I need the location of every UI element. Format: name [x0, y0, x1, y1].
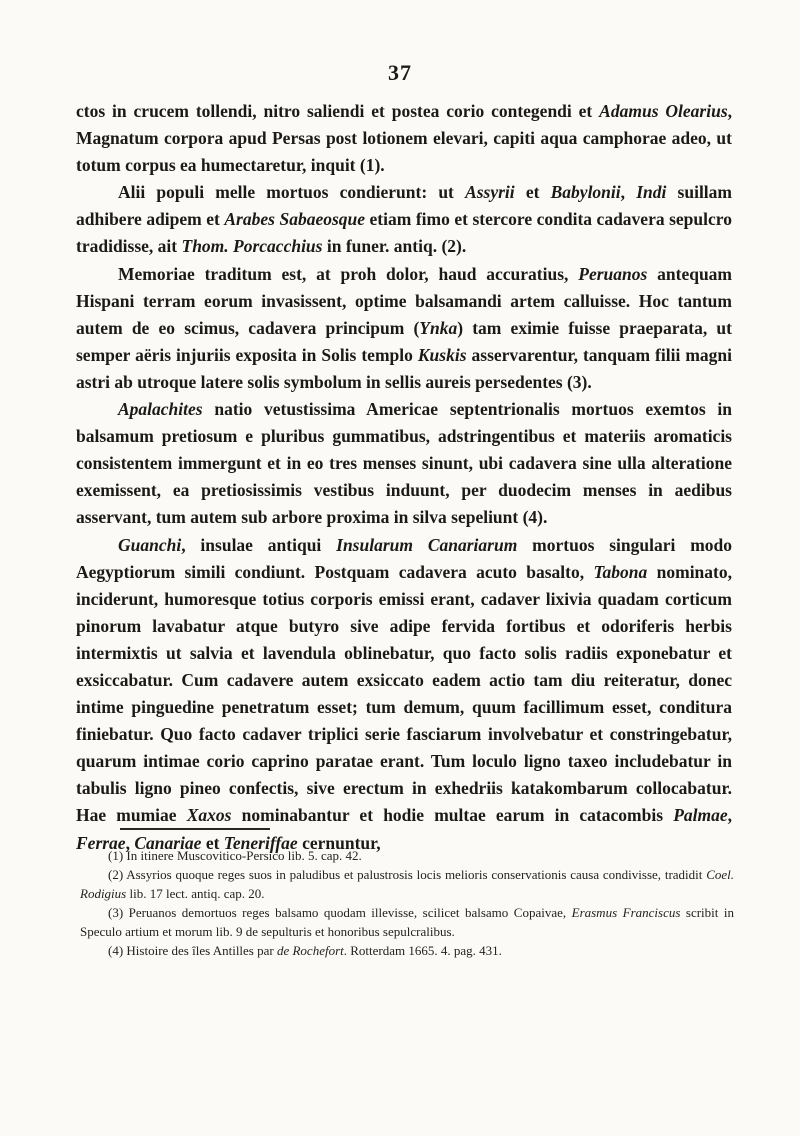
text-run: (4) Histoire des îles Antilles par — [108, 943, 277, 958]
text-run: Memoriae traditum est, at proh dolor, haud accuratius, — [118, 263, 579, 284]
text-run: natio vetustissima Americae septentrionalis mortuos exemtos in balsamum pretiosum e pluribus gummatibus, adstringentibus et materiis aromaticis consistentem immergunt et in eo tres menses sinunt, ubi cadavera sine ulla alteratione exemissent, ea pretiosissimis vestibus induunt, per duodecim menses in aedibus asservant, tum autem sub arbore proxima in silva sepeliunt (4). — [76, 399, 732, 528]
main-text — [76, 98, 732, 857]
text-run: ) tam eximie fuisse praeparata, ut semper aëris injuriis exposita in Solis templo — [76, 317, 732, 365]
paragraph — [76, 532, 732, 857]
text-run: . Rotterdam 1665. 4. pag. 431. — [343, 943, 502, 958]
text-run: (1) In itinere Muscovitico-Persico lib. 5. cap. 42. — [108, 848, 362, 863]
italic-name: Coel. Rodigius — [80, 867, 734, 901]
text-run: , insulae antiqui — [181, 534, 337, 555]
paragraph — [76, 98, 732, 179]
text-run: (3) Peruanos demortuos reges balsamo quodam illevisse, scilicet balsamo Copaivae, — [108, 905, 572, 920]
text-run: antequam Hispani terram eorum invasissent, optime balsamandi artem calluisse. Hoc tantum autem de eo scimus, cadavera principum ( — [76, 263, 732, 338]
italic-name: Adamus Olearius — [599, 101, 728, 121]
text-run: , — [620, 182, 637, 203]
text-run: scribit in Speculo artium et morum lib. 9 de sepulturis et honoribus sepulcralibus. — [80, 905, 735, 939]
text-run: mortuos singulari modo Aegyptiorum simili condiunt. Postquam cadavera acuto basalto, — [76, 534, 733, 582]
text-run: asservarentur, tanquam filii magni astri ab utroque latere solis symbolum in sellis aureis persedentes (3). — [76, 344, 732, 392]
text-run: et — [201, 832, 224, 853]
text-run: (2) Assyrios quoque reges suos in paludibus et palustrosis locis melioris conservationis causa condivisse, tradidit — [108, 867, 707, 882]
italic-name: Ferrae — [76, 832, 126, 853]
text-run: , — [125, 832, 135, 853]
text-run: Alii populi melle mortuos condierunt: ut — [118, 182, 466, 203]
text-run: nominabantur et hodie multae earum in catacombis — [231, 805, 674, 826]
page-number: 37 — [388, 60, 412, 85]
text-run: in funer. antiq. (2). — [322, 236, 467, 257]
footnote — [80, 865, 734, 903]
italic-name: Insularum Canariarum — [336, 534, 518, 555]
italic-name: Palmae — [673, 805, 728, 826]
footnote-divider — [120, 828, 270, 830]
text-run: nominato, inciderunt, humoresque totius corporis emissi erant, cadaver lixivia quadam corticum pinorum lavabatur atque butyro sive adipe fervida fortibus et odoriferis herbis intermixtis ut salvia et lavendula oblinebatur, quo facto solis radiis exponebatur et exsiccabatur. Cum cadavere autem exsiccato eadem actio tam diu reiteratur, donec intime pinguedine penetratum esset; tum demum, quum facillimum esset, conditura finiebatur. Quo facto cadaver triplici serie fasciarum involvebatur et constringebatur, quarum intimae corio caprino paratae erant. Tum loculo ligno taxeo includebatur in tabulis ligno pineo confectis, sive erectum in exhedriis katakombarum collocabatur. Hae mumiae — [76, 561, 732, 826]
italic-name: Indi — [636, 182, 667, 203]
italic-name: Apalachites — [118, 399, 203, 420]
paragraph — [76, 396, 732, 531]
italic-name: Canariae — [134, 832, 202, 853]
italic-name: Arabes Sabaeosque — [224, 209, 366, 230]
italic-name: Babylonii — [550, 182, 621, 203]
italic-name: Assyrii — [465, 182, 515, 203]
italic-name: Guanchi — [118, 534, 182, 555]
italic-name: Thom. Porcacchius — [181, 236, 323, 257]
italic-name: Teneriffae — [223, 832, 298, 853]
italic-name: Ynka — [419, 317, 458, 338]
text-run: cernuntur, — [297, 832, 381, 853]
italic-name: Erasmus Franciscus — [571, 905, 681, 920]
paragraph — [76, 179, 732, 260]
text-run: ctos in crucem tollendi, nitro saliendi et postea corio contegendi et — [76, 101, 600, 121]
italic-name: Tabona — [593, 561, 648, 582]
footnote — [80, 846, 734, 865]
text-run: , Magnatum corpora apud Persas post lotionem elevari, capiti aqua camphorae adeo, ut totum corpus ea humectaretur, inquit (1). — [76, 101, 733, 176]
footnotes — [80, 846, 734, 960]
paragraph — [76, 261, 732, 396]
italic-name: Xaxos — [186, 805, 232, 826]
footnote — [80, 903, 734, 941]
footnote — [80, 941, 734, 960]
text-run: suillam adhibere adipem et — [76, 182, 732, 230]
italic-name: Kuskis — [417, 344, 467, 365]
italic-name: Peruanos — [578, 263, 648, 284]
text-run: etiam fimo et stercore condita cadavera sepulcro tradidisse, ait — [76, 209, 732, 257]
text-run: lib. 17 lect. antiq. cap. 20. — [126, 886, 265, 901]
text-run: et — [514, 182, 551, 203]
text-run: , — [727, 805, 732, 826]
italic-name: de Rochefort — [276, 943, 344, 958]
